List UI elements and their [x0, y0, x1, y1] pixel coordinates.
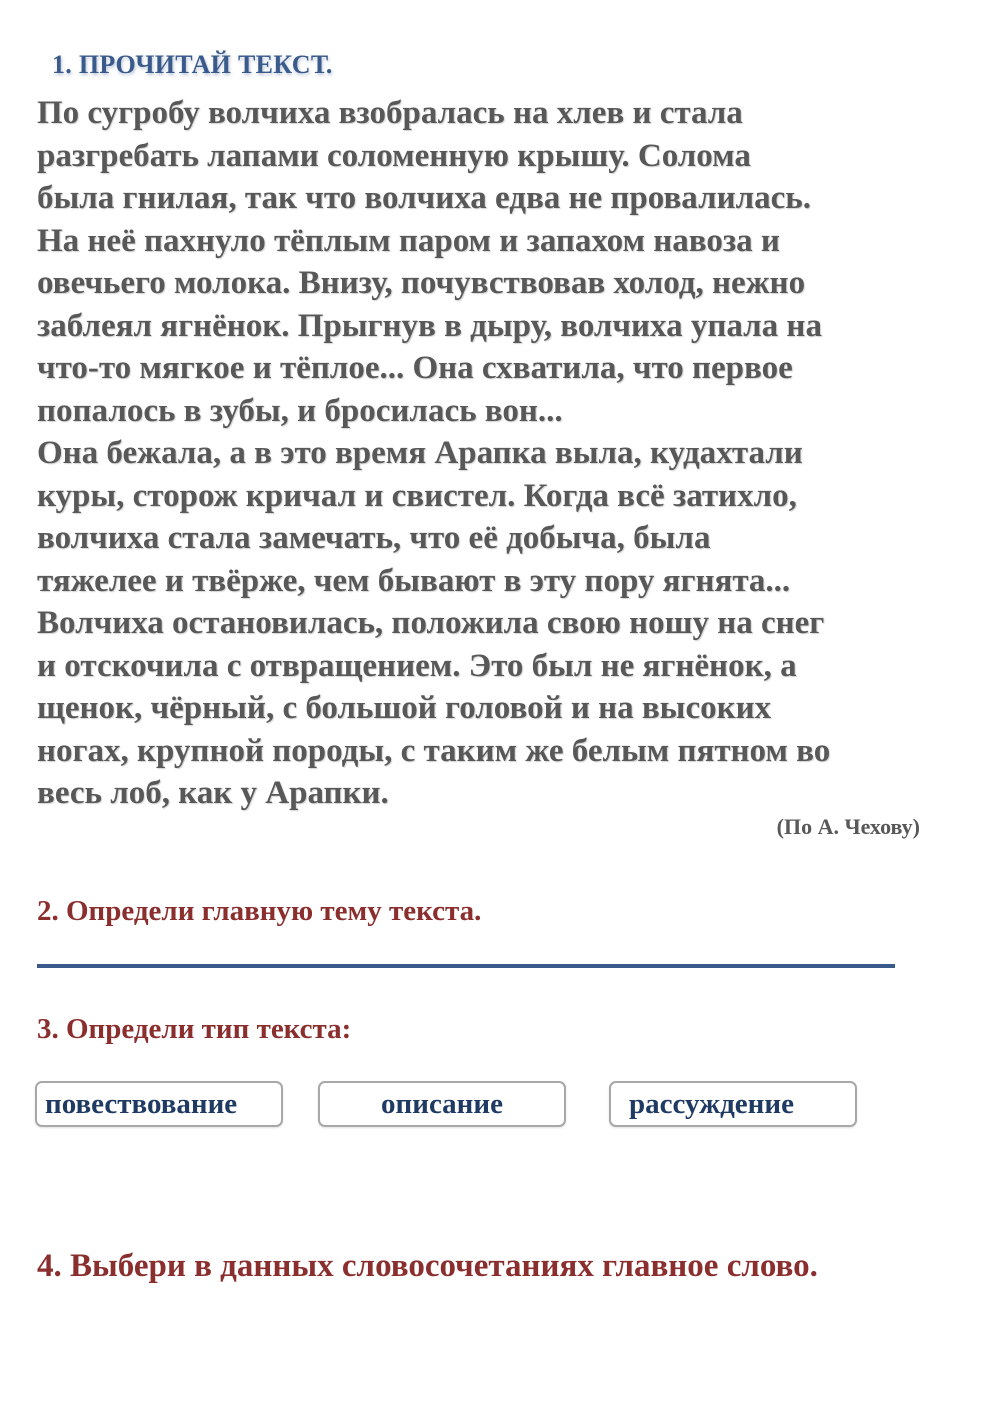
option-description-button[interactable]: описание [318, 1081, 566, 1127]
story-line: и отскочила с отвращением. Это был не ягнёнок, а [37, 647, 797, 684]
author-attribution: (По А. Чехову) [776, 814, 920, 839]
story-line: весь лоб, как у Арапки. [37, 775, 389, 811]
story-line: ногах, крупной породы, с таким же белым пятном во [37, 732, 831, 769]
story-line: волчиха стала замечать, что её добыча, была [37, 520, 711, 556]
story-line: что-то мягкое и тёплое... Она схватила, что первое [37, 350, 793, 386]
story-line: По сугробу волчиха взобралась на хлев и стала [37, 95, 743, 131]
story-line: щенок, чёрный, с большой головой и на высоких [37, 690, 772, 726]
story-line: овечьего молока. Внизу, почувствовав холод, нежно [37, 265, 806, 301]
answer-line[interactable] [37, 964, 895, 968]
story-line: была гнилая, так что волчиха едва не провалилась. [37, 180, 811, 216]
story-line: На неё пахнуло тёплым паром и запахом навоза и [37, 222, 780, 259]
story-line: Волчиха остановилась, положила свою ношу на снег [37, 605, 825, 641]
task4-title: 4. Выбери в данных словосочетаниях главное слово. [37, 1248, 818, 1284]
story-line: попалось в зубы, и бросилась вон... [37, 392, 563, 429]
task1-title: 1. ПРОЧИТАЙ ТЕКСТ. [52, 50, 333, 79]
option-reasoning-button[interactable]: рассуждение [609, 1081, 857, 1127]
story-line: разгребать лапами соломенную крышу. Солома [37, 137, 751, 174]
story-line: Она бежала, а в это время Арапка выла, кудахтали [37, 435, 803, 471]
story-line: куры, сторож кричал и свистел. Когда всё затихло, [37, 477, 797, 514]
task2-title: 2. Определи главную тему текста. [37, 895, 482, 927]
task3-title: 3. Определи тип текста: [37, 1013, 352, 1045]
story-line: заблеял ягнёнок. Прыгнув в дыру, волчиха упала на [37, 307, 822, 344]
option-narration-button[interactable]: повествование [35, 1081, 283, 1127]
story-text [37, 92, 937, 815]
story-line: тяжелее и твёрже, чем бывают в эту пору ягнята... [37, 562, 791, 599]
